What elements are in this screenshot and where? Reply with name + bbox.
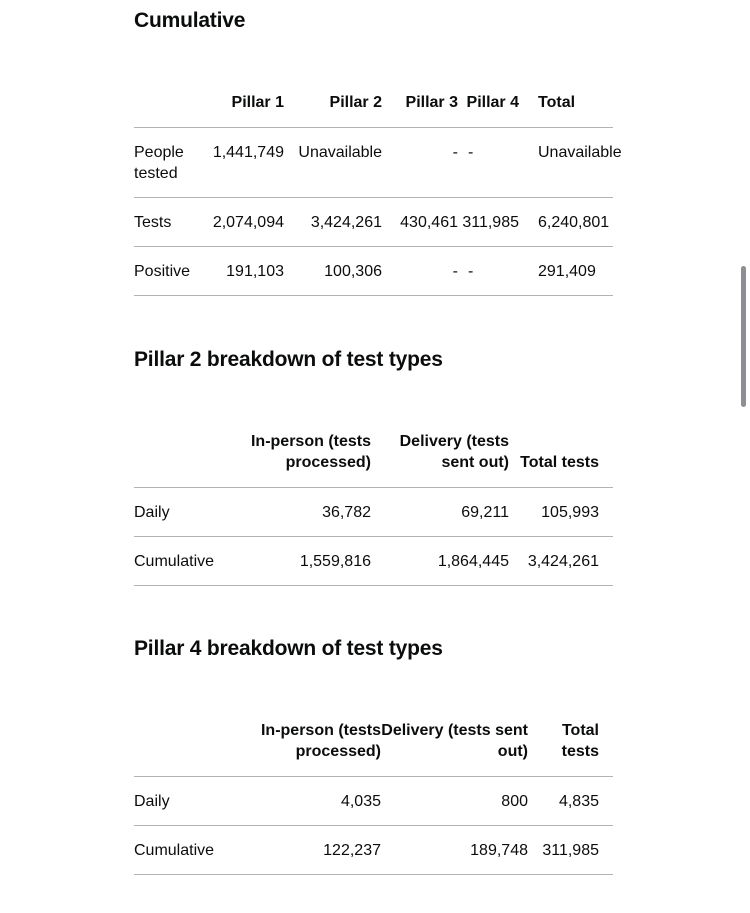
table-cell: 1,559,816	[244, 537, 371, 586]
row-label: Daily	[134, 777, 256, 826]
column-header: Pillar 2	[284, 92, 382, 128]
table-cell: 36,782	[244, 488, 371, 537]
table-cell: 191,103	[196, 247, 284, 296]
table-cell: -	[382, 128, 458, 198]
table-row	[134, 247, 613, 296]
table-cell: 4,835	[528, 777, 613, 826]
table-cell: 291,409	[524, 247, 613, 296]
pillar4-table	[134, 720, 613, 875]
row-label: Positive	[134, 247, 196, 296]
table-cell: 105,993	[509, 488, 613, 537]
table-cell: Unavailable	[284, 128, 382, 198]
table-cell: 6,240,801	[524, 198, 613, 247]
table-cell: 1,864,445	[371, 537, 509, 586]
table-row	[134, 826, 613, 875]
table-cell: 4,035	[256, 777, 381, 826]
cumulative-table	[134, 92, 622, 296]
cumulative-heading: Cumulative	[134, 9, 246, 32]
table-cell: 800	[381, 777, 528, 826]
table-cell: -	[458, 128, 524, 198]
pillar2-heading: Pillar 2 breakdown of test types	[134, 348, 443, 371]
table-cell: 311,985	[528, 826, 613, 875]
table-header-row	[134, 431, 613, 488]
table-cell: 2,074,094	[196, 198, 284, 247]
row-label: Cumulative	[134, 826, 256, 875]
table-cell: Unavailable	[524, 128, 613, 198]
column-header: In-person (tests processed)	[256, 720, 381, 777]
table-cell: 189,748	[381, 826, 528, 875]
table-header-row	[134, 720, 613, 777]
column-header: Delivery (tests sent out)	[381, 720, 528, 777]
table-cell: -	[382, 247, 458, 296]
table-cell: 122,237	[256, 826, 381, 875]
table-cell: 3,424,261	[509, 537, 613, 586]
pillar4-heading: Pillar 4 breakdown of test types	[134, 637, 443, 660]
column-header	[134, 720, 256, 777]
table-row	[134, 198, 613, 247]
table-cell: 100,306	[284, 247, 382, 296]
table-row	[134, 777, 613, 826]
column-header: In-person (tests processed)	[244, 431, 371, 488]
table-row	[134, 488, 613, 537]
column-header: Pillar 4	[458, 92, 524, 128]
table-cell: 311,985	[458, 198, 524, 247]
pillar2-table	[134, 431, 613, 586]
table-cell: 430,461	[382, 198, 458, 247]
table-cell: -	[458, 247, 524, 296]
column-header: Delivery (tests sent out)	[371, 431, 509, 488]
table-cell: 1,441,749	[196, 128, 284, 198]
table-cell: 3,424,261	[284, 198, 382, 247]
table-row	[134, 537, 613, 586]
table-cell: 69,211	[371, 488, 509, 537]
column-header: Total tests	[509, 431, 613, 488]
column-header	[134, 92, 196, 128]
row-label: People tested	[134, 128, 196, 198]
row-label: Daily	[134, 488, 244, 537]
vertical-scrollbar[interactable]	[741, 266, 746, 407]
column-header	[134, 431, 244, 488]
column-header: Pillar 3	[382, 92, 458, 128]
column-header: Pillar 1	[196, 92, 284, 128]
table-row	[134, 128, 613, 198]
table-header-row	[134, 92, 613, 128]
row-label: Cumulative	[134, 537, 244, 586]
row-label: Tests	[134, 198, 196, 247]
column-header: Total tests	[528, 720, 613, 777]
column-header: Total	[524, 92, 613, 128]
